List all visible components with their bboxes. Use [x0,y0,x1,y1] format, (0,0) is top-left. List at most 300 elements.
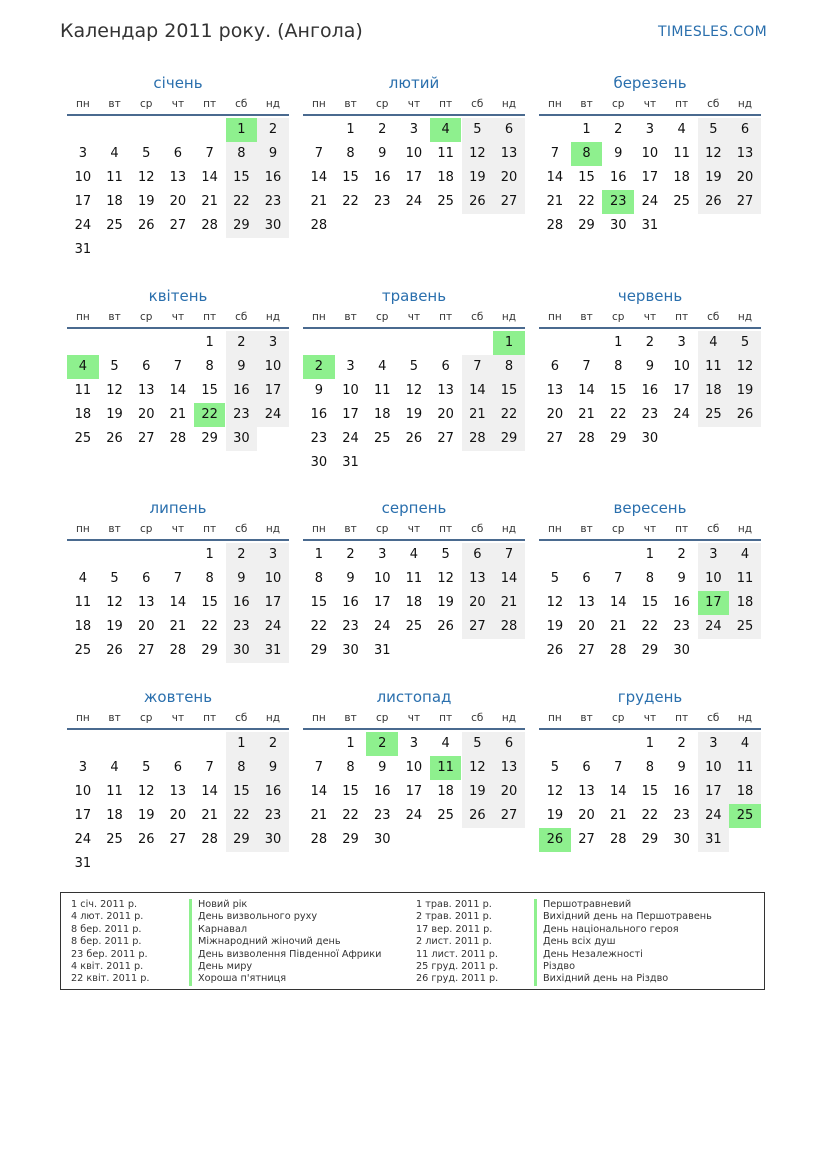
weekday-label: пт [439,523,453,535]
weekday-header [539,307,761,329]
day-cell: 22 [310,619,328,634]
weekday-label: нд [501,712,517,724]
month-8 [303,497,525,689]
day-cell: 15 [226,166,258,190]
weekday-label: ср [375,712,389,724]
day-cell: 12 [106,595,123,610]
day-cell: 4 [698,331,730,355]
day-cell: 9 [677,760,686,775]
legend-date: 8 бер. 2011 р. [71,936,142,948]
weekday-label: ср [611,311,625,323]
legend-holiday-name: Карнавал [189,924,247,936]
weekday-label: чт [171,311,185,323]
day-cell: 29 [578,218,595,233]
days-grid [303,118,525,264]
day-cell: 1 [205,335,214,350]
weekday-label: пт [675,311,689,323]
day-cell: 3 [378,547,387,562]
legend-date: 17 вер. 2011 р. [416,923,493,935]
weekday-label: сб [235,98,248,110]
month-11 [303,686,525,878]
month-9 [539,497,761,689]
day-cell: 4 [441,736,450,751]
legend-holiday-name: День всіх душ [534,936,616,948]
weekday-label: пн [547,98,562,110]
day-cell: 20 [462,591,494,615]
month-name: вересень [613,499,687,517]
day-cell: 2 [303,355,335,379]
weekday-label: нд [265,523,281,535]
weekday-label: ср [375,311,389,323]
weekday-label: нд [737,523,753,535]
day-cell: 5 [729,331,761,355]
day-cell: 5 [698,118,730,142]
day-cell: 12 [462,756,494,780]
day-cell: 16 [641,383,659,398]
day-cell: 6 [729,118,761,142]
weekday-header [303,307,525,329]
day-cell: 17 [641,170,659,185]
day-cell: 21 [310,194,328,209]
day-cell: 13 [546,383,564,398]
weekday-label: вт [580,523,593,535]
day-cell: 21 [493,591,525,615]
day-cell: 12 [729,355,761,379]
day-cell: 4 [378,359,387,374]
day-cell: 23 [673,808,690,823]
weekday-label: пт [439,311,453,323]
day-cell: 29 [310,643,328,658]
day-cell: 25 [74,643,92,658]
day-cell: 26 [137,218,155,233]
day-cell: 25 [673,194,690,209]
day-cell: 10 [342,383,359,398]
day-cell: 1 [582,122,591,137]
day-cell: 8 [205,359,214,374]
day-cell: 24 [405,194,423,209]
day-cell: 1 [346,736,355,751]
day-cell: 9 [645,359,655,374]
holiday-legend [60,892,765,990]
day-cell: 3 [645,122,655,137]
day-cell: 7 [493,543,525,567]
day-cell: 1 [205,547,214,562]
day-cell: 24 [257,403,289,427]
day-cell: 6 [173,146,183,161]
day-cell: 11 [430,756,462,780]
month-name: січень [153,74,203,92]
day-cell: 19 [106,619,123,634]
day-cell: 29 [493,427,525,451]
day-cell: 5 [409,359,419,374]
legend-date: 2 лист. 2011 р. [416,936,492,948]
legend-holiday-name: День визвольного руху [189,911,317,923]
weekday-label: чт [407,712,421,724]
day-cell: 8 [645,760,655,775]
day-cell: 16 [373,170,391,185]
day-cell: 8 [346,760,355,775]
day-cell: 19 [137,194,155,209]
day-cell: 25 [106,218,123,233]
weekday-label: сб [235,311,248,323]
day-cell: 2 [366,732,398,756]
weekday-label: пн [75,311,90,323]
weekday-label: чт [407,523,421,535]
day-cell: 2 [677,547,686,562]
weekday-label: сб [707,523,720,535]
weekday-label: вт [108,98,121,110]
weekday-label: ср [139,311,153,323]
day-cell: 14 [201,784,218,799]
day-cell: 3 [409,736,419,751]
day-cell: 30 [609,218,627,233]
day-cell: 25 [729,804,761,828]
day-cell: 6 [582,571,591,586]
day-cell: 20 [493,780,525,804]
day-cell: 17 [405,784,423,799]
day-cell: 22 [194,403,226,427]
day-cell: 1 [493,331,525,355]
day-cell: 13 [169,784,187,799]
day-cell: 5 [462,732,494,756]
weekday-label: ср [375,523,389,535]
day-cell: 18 [405,595,423,610]
day-cell: 3 [409,122,419,137]
day-cell: 19 [698,166,730,190]
day-cell: 10 [257,567,289,591]
day-cell: 8 [571,142,603,166]
weekday-label: пн [75,523,90,535]
day-cell: 9 [226,355,258,379]
weekday-label: ср [139,523,153,535]
day-cell: 18 [698,379,730,403]
legend-date: 4 лют. 2011 р. [71,911,144,923]
day-cell: 1 [314,547,323,562]
day-cell: 31 [373,643,391,658]
legend-date: 26 груд. 2011 р. [416,973,499,985]
day-cell: 15 [201,595,218,610]
day-cell: 22 [342,808,359,823]
day-cell: 1 [614,335,623,350]
weekday-label: пн [311,311,326,323]
day-cell: 22 [342,194,359,209]
weekday-label: сб [235,523,248,535]
day-cell: 16 [609,170,627,185]
day-cell: 7 [173,571,183,586]
day-cell: 20 [578,808,595,823]
day-cell: 17 [698,591,730,615]
day-cell: 11 [673,146,690,161]
month-3 [539,72,761,264]
day-cell: 28 [493,615,525,639]
day-cell: 17 [257,591,289,615]
day-cell: 18 [437,170,454,185]
day-cell: 17 [673,383,690,398]
day-cell: 4 [110,146,119,161]
day-cell: 25 [729,615,761,639]
days-grid [303,543,525,689]
weekday-label: пт [675,523,689,535]
day-cell: 10 [698,567,730,591]
day-cell: 12 [437,571,454,586]
day-cell: 13 [169,170,187,185]
day-cell: 26 [106,643,123,658]
day-cell: 19 [729,379,761,403]
day-cell: 24 [641,194,659,209]
day-cell: 30 [257,214,289,238]
day-cell: 31 [257,639,289,663]
day-cell: 19 [546,619,564,634]
legend-date: 1 січ. 2011 р. [71,899,138,910]
day-cell: 7 [314,760,323,775]
day-cell: 9 [314,383,323,398]
day-cell: 18 [106,194,123,209]
day-cell: 22 [609,407,627,422]
day-cell: 11 [74,595,92,610]
weekday-label: нд [501,311,517,323]
day-cell: 1 [645,547,655,562]
day-cell: 23 [602,190,634,214]
weekday-label: пт [439,712,453,724]
day-cell: 24 [74,218,92,233]
day-cell: 8 [493,355,525,379]
day-cell: 17 [698,780,730,804]
day-cell: 21 [609,619,627,634]
day-cell: 30 [226,427,258,451]
day-cell: 14 [201,170,218,185]
month-name: грудень [617,688,683,706]
day-cell: 15 [578,170,595,185]
day-cell: 2 [614,122,623,137]
legend-holiday-name: Вихідний день на Першотравень [534,911,712,923]
day-cell: 10 [373,571,391,586]
weekday-label: пн [311,523,326,535]
day-cell: 13 [578,784,595,799]
weekday-header [539,94,761,116]
day-cell: 16 [342,595,359,610]
month-name: серпень [381,499,447,517]
day-cell: 3 [698,732,730,756]
day-cell: 23 [342,619,359,634]
weekday-label: нд [501,98,517,110]
day-cell: 29 [641,832,659,847]
weekday-label: ср [139,712,153,724]
days-grid [539,732,761,878]
day-cell: 24 [342,431,359,446]
day-cell: 21 [201,194,218,209]
weekday-label: ср [375,98,389,110]
day-cell: 25 [74,431,92,446]
day-cell: 28 [462,427,494,451]
day-cell: 18 [74,619,92,634]
day-cell: 9 [257,756,289,780]
day-cell: 3 [698,543,730,567]
days-grid [303,732,525,878]
day-cell: 9 [614,146,623,161]
day-cell: 22 [578,194,595,209]
day-cell: 18 [673,170,690,185]
month-name: липень [149,499,207,517]
day-cell: 10 [405,146,423,161]
day-cell: 15 [641,595,659,610]
day-cell: 17 [257,379,289,403]
day-cell: 5 [462,118,494,142]
day-cell: 30 [310,455,328,470]
day-cell: 20 [493,166,525,190]
day-cell: 25 [437,194,454,209]
day-cell: 17 [342,407,359,422]
legend-holiday-name: День Незалежності [534,949,643,961]
day-cell: 28 [201,832,218,847]
weekday-header [539,708,761,730]
legend-date: 2 трав. 2011 р. [416,911,492,923]
day-cell: 30 [373,832,391,847]
weekday-label: сб [471,311,484,323]
day-cell: 24 [698,804,730,828]
day-cell: 29 [609,431,627,446]
day-cell: 3 [346,359,355,374]
day-cell: 5 [550,571,559,586]
day-cell: 26 [137,832,155,847]
weekday-header [67,519,289,541]
day-cell: 4 [430,118,462,142]
day-cell: 1 [645,736,655,751]
day-cell: 6 [550,359,559,374]
day-cell: 11 [698,355,730,379]
day-cell: 7 [462,355,494,379]
day-cell: 9 [378,760,387,775]
day-cell: 28 [310,218,328,233]
days-grid [67,543,289,689]
day-cell: 28 [169,431,187,446]
day-cell: 4 [729,732,761,756]
day-cell: 11 [106,784,123,799]
day-cell: 4 [67,355,99,379]
day-cell: 14 [609,784,627,799]
day-cell: 10 [257,355,289,379]
day-cell: 27 [578,832,595,847]
day-cell: 17 [373,595,391,610]
weekday-label: сб [707,98,720,110]
day-cell: 18 [74,407,92,422]
legend-date: 23 бер. 2011 р. [71,948,148,960]
day-cell: 23 [226,615,258,639]
day-cell: 22 [641,619,659,634]
day-cell: 12 [137,784,155,799]
day-cell: 9 [378,146,387,161]
day-cell: 24 [74,832,92,847]
day-cell: 14 [462,379,494,403]
day-cell: 25 [698,403,730,427]
day-cell: 2 [346,547,355,562]
day-cell: 20 [137,407,155,422]
days-grid [303,331,525,477]
day-cell: 8 [314,571,323,586]
days-grid [67,331,289,477]
weekday-header [303,519,525,541]
days-grid [539,331,761,477]
legend-holiday-name: Вихідний день на Різдво [534,973,668,985]
day-cell: 28 [310,832,328,847]
day-cell: 26 [698,190,730,214]
weekday-label: пн [547,523,562,535]
day-cell: 26 [546,643,564,658]
day-cell: 19 [405,407,423,422]
day-cell: 2 [378,122,387,137]
day-cell: 23 [373,808,391,823]
day-cell: 29 [201,643,218,658]
day-cell: 8 [614,359,623,374]
weekday-label: сб [471,523,484,535]
weekday-label: чт [171,712,185,724]
weekday-label: ср [611,712,625,724]
weekday-label: ср [139,98,153,110]
day-cell: 21 [310,808,328,823]
day-cell: 16 [310,407,328,422]
day-cell: 23 [310,431,328,446]
day-cell: 2 [677,736,686,751]
day-cell: 9 [346,571,355,586]
day-cell: 31 [342,455,359,470]
day-cell: 5 [550,760,559,775]
day-cell: 30 [641,431,659,446]
day-cell: 14 [169,595,187,610]
weekday-label: вт [108,712,121,724]
day-cell: 6 [462,543,494,567]
days-grid [67,732,289,878]
day-cell: 19 [462,780,494,804]
day-cell: 20 [578,619,595,634]
day-cell: 27 [578,643,595,658]
day-cell: 24 [257,615,289,639]
day-cell: 21 [201,808,218,823]
day-cell: 12 [698,142,730,166]
day-cell: 28 [578,431,595,446]
day-cell: 20 [169,808,187,823]
day-cell: 19 [137,808,155,823]
day-cell: 19 [462,166,494,190]
day-cell: 15 [493,379,525,403]
day-cell: 13 [137,595,155,610]
weekday-label: пт [203,98,217,110]
day-cell: 10 [405,760,423,775]
day-cell: 3 [257,543,289,567]
day-cell: 31 [698,828,730,852]
site-logo[interactable]: TIMESLES.COM [658,24,767,40]
day-cell: 30 [257,828,289,852]
legend-holiday-name: День національного героя [534,924,679,936]
day-cell: 15 [201,383,218,398]
day-cell: 3 [677,335,686,350]
day-cell: 20 [437,407,454,422]
month-name: травень [381,287,447,305]
day-cell: 2 [226,331,258,355]
day-cell: 23 [373,194,391,209]
day-cell: 11 [74,383,92,398]
day-cell: 17 [74,194,92,209]
day-cell: 11 [729,756,761,780]
day-cell: 15 [641,784,659,799]
day-cell: 31 [74,242,92,257]
day-cell: 30 [673,643,690,658]
day-cell: 28 [169,643,187,658]
day-cell: 15 [342,784,359,799]
day-cell: 18 [106,808,123,823]
day-cell: 11 [106,170,123,185]
weekday-label: пт [203,311,217,323]
weekday-label: пн [547,311,562,323]
day-cell: 5 [142,760,151,775]
